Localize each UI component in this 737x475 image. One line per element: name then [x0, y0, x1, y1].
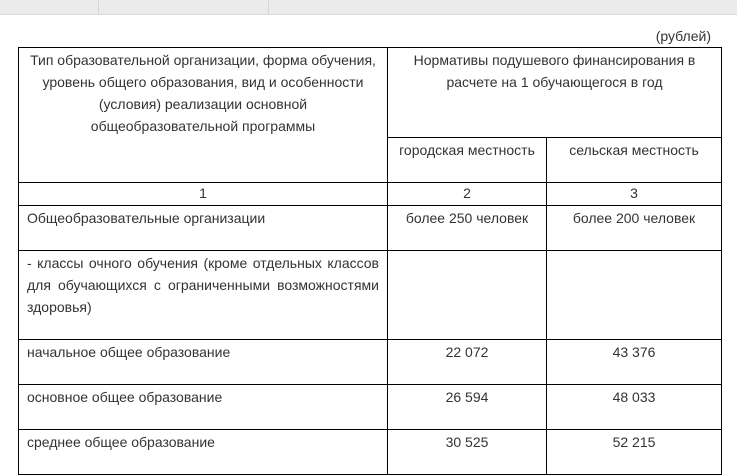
row-label: основное общее образование: [19, 385, 388, 430]
row-label: - классы очного обучения (кроме отдельных классов для обучающихся с ограниченными возможностями здоровья): [19, 251, 388, 340]
column-number: 1: [19, 183, 388, 206]
top-toolbar-strip: [0, 0, 737, 15]
toolbar-divider: [268, 0, 269, 14]
row-urban-value: [388, 251, 547, 340]
toolbar-divider: [98, 0, 99, 14]
header-financing-norms: Нормативы подушевого финансирования в расчете на 1 обучающегося в год: [388, 48, 722, 138]
row-urban-value: более 250 человек: [388, 206, 547, 251]
row-urban-value: 30 525: [388, 430, 547, 475]
row-label: среднее общее образование: [19, 430, 388, 475]
financing-norms-table: [18, 47, 722, 475]
row-label: Общеобразовательные организации: [19, 206, 388, 251]
row-urban-value: 26 594: [388, 385, 547, 430]
table-row: [19, 206, 722, 251]
column-numbers-row: [19, 183, 722, 206]
table-row: [19, 251, 722, 340]
column-number: 2: [388, 183, 547, 206]
header-urban: городская местность: [388, 138, 547, 183]
unit-note: (рублей): [655, 28, 711, 44]
table-row: [19, 340, 722, 385]
table-row: [19, 430, 722, 475]
header-organization-type: Тип образовательной организации, форма обучения, уровень общего образования, вид и особенности (условия) реализации основной общеобразовательной программы: [19, 48, 388, 183]
row-rural-value: 43 376: [547, 340, 722, 385]
row-label: начальное общее образование: [19, 340, 388, 385]
row-rural-value: 52 215: [547, 430, 722, 475]
table-header-row: [19, 48, 722, 138]
header-rural: сельская местность: [547, 138, 722, 183]
table-row: [19, 385, 722, 430]
row-urban-value: 22 072: [388, 340, 547, 385]
row-rural-value: более 200 человек: [547, 206, 722, 251]
row-rural-value: [547, 251, 722, 340]
column-number: 3: [547, 183, 722, 206]
row-rural-value: 48 033: [547, 385, 722, 430]
